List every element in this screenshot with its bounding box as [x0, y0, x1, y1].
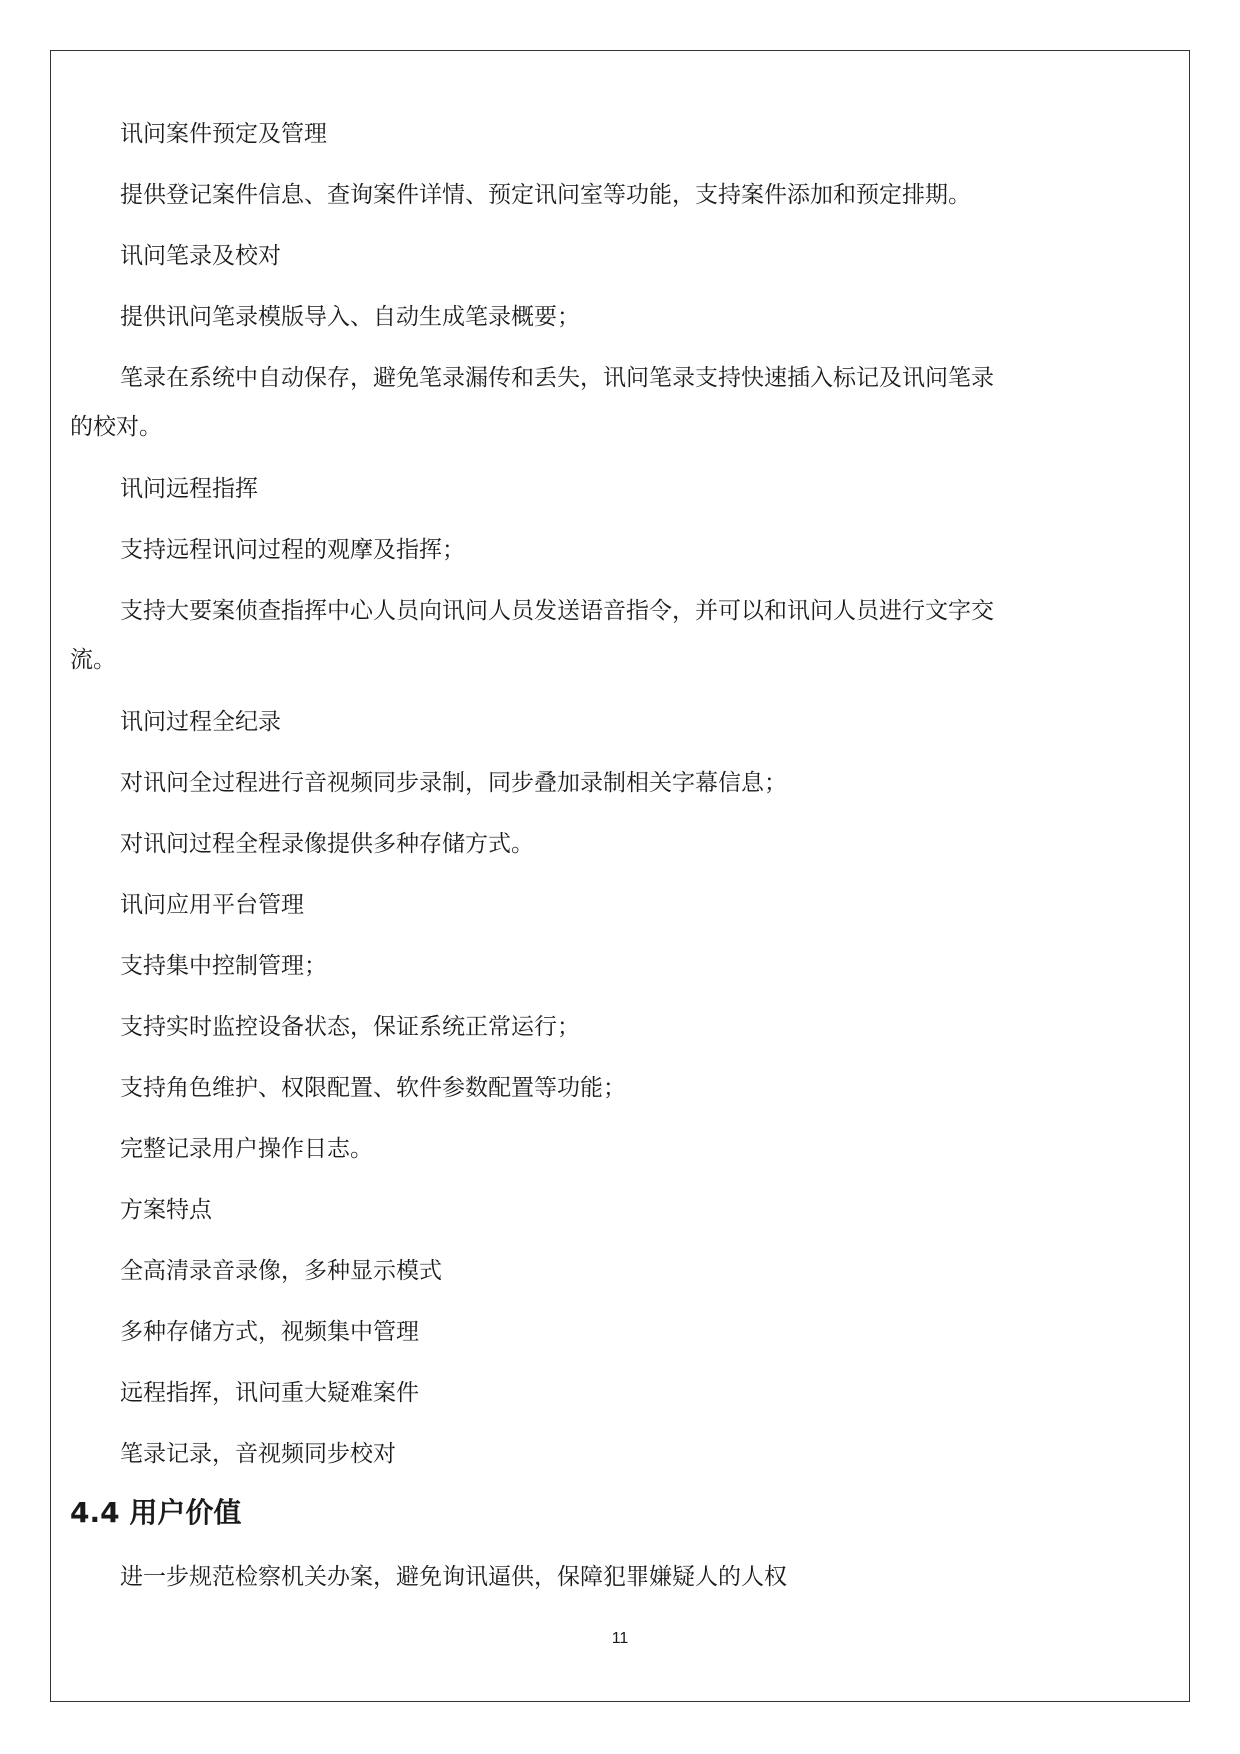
- subheading-record-proofreading: 讯问笔录及校对: [120, 243, 281, 269]
- feature-item: 多种存储方式，视频集中管理: [120, 1319, 419, 1345]
- body-paragraph: 提供讯问笔录模版导入、自动生成笔录概要；: [120, 304, 580, 330]
- page-number: 11: [611, 1630, 629, 1647]
- body-paragraph: 提供登记案件信息、查询案件详情、预定讯问室等功能，支持案件添加和预定排期。: [120, 182, 971, 208]
- body-paragraph-continuation: 的校对。: [70, 414, 162, 440]
- feature-item: 全高清录音录像，多种显示模式: [120, 1258, 442, 1284]
- subheading-solution-features: 方案特点: [120, 1197, 212, 1223]
- body-paragraph-continuation: 流。: [70, 647, 116, 673]
- body-paragraph: 进一步规范检察机关办案，避免询讯逼供，保障犯罪嫌疑人的人权: [120, 1564, 787, 1590]
- body-paragraph: 支持集中控制管理；: [120, 953, 327, 979]
- body-paragraph: 支持实时监控设备状态，保证系统正常运行；: [120, 1014, 580, 1040]
- body-paragraph: 支持远程讯问过程的观摩及指挥；: [120, 537, 465, 563]
- subheading-full-record: 讯问过程全纪录: [120, 709, 281, 735]
- body-paragraph: 支持大要案侦查指挥中心人员向讯问人员发送语音指令，并可以和讯问人员进行文字交: [120, 598, 994, 624]
- subheading-platform-management: 讯问应用平台管理: [120, 892, 304, 918]
- subheading-remote-command: 讯问远程指挥: [120, 476, 258, 502]
- feature-item: 笔录记录，音视频同步校对: [120, 1441, 396, 1467]
- body-paragraph: 完整记录用户操作日志。: [120, 1136, 373, 1162]
- body-paragraph: 笔录在系统中自动保存，避免笔录漏传和丢失，讯问笔录支持快速插入标记及讯问笔录: [120, 365, 994, 391]
- subheading-case-reservation: 讯问案件预定及管理: [120, 121, 327, 147]
- body-paragraph: 对讯问全过程进行音视频同步录制，同步叠加录制相关字幕信息；: [120, 770, 787, 796]
- body-paragraph: 支持角色维护、权限配置、软件参数配置等功能；: [120, 1075, 626, 1101]
- feature-item: 远程指挥，讯问重大疑难案件: [120, 1380, 419, 1406]
- section-heading: 4.4 用户价值: [70, 1496, 242, 1529]
- body-paragraph: 对讯问过程全程录像提供多种存储方式。: [120, 831, 534, 857]
